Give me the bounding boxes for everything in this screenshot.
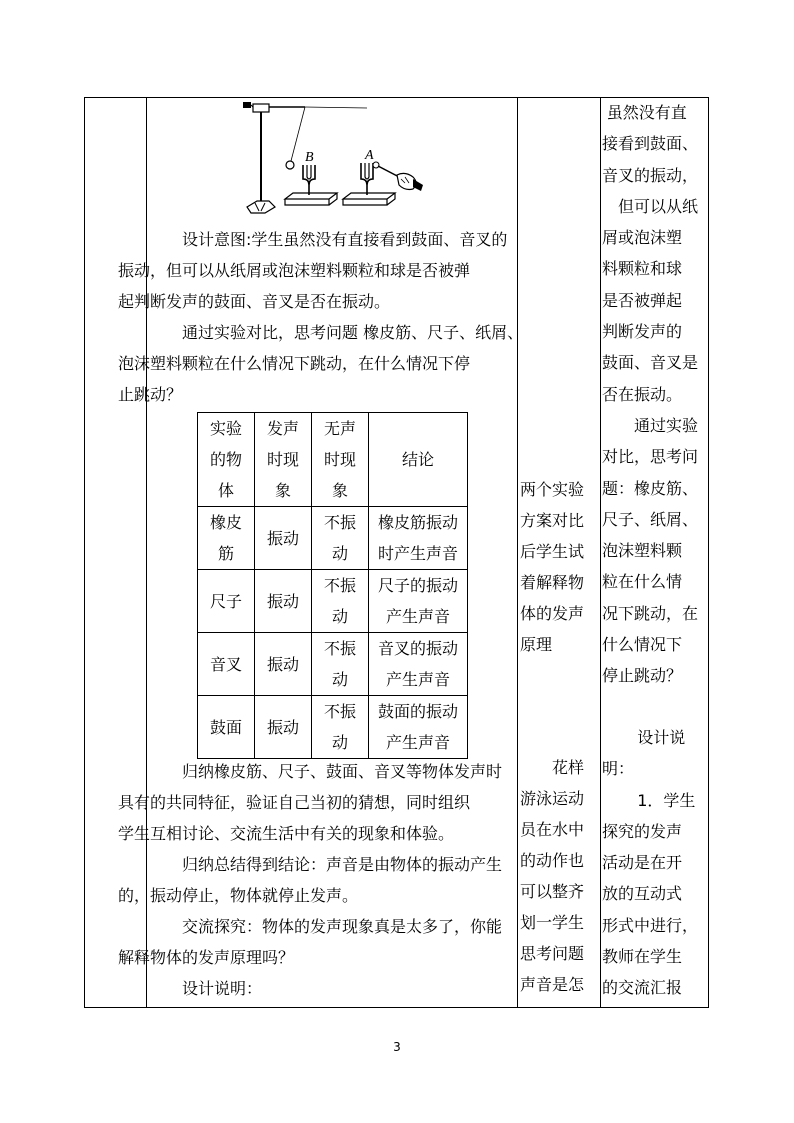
text-line: 可以整齐 [520,882,585,901]
text-line: 起判断发声的鼓面、音叉是否在振动。 [118,292,391,311]
table-header-row [198,413,468,507]
text-line: 思考问题 [520,944,585,963]
text-line: 虽然没有直 [606,103,687,122]
text-line: 声音是怎 [520,975,585,994]
text-line: 原理 [520,635,553,654]
label-b: B [305,150,314,165]
text-line: 活动是在开 [602,853,683,873]
text-line: 游泳运动 [520,789,585,808]
text-line: 明： [602,759,635,779]
text-line: 屑或泡沫塑 [602,228,683,248]
text-line: 对比，思考问 [602,447,699,467]
text-line: 振动，但可以从纸屑或泡沫塑料颗粒和球是否被弹 [118,261,471,280]
text-line: 尺子、纸屑、 [602,509,699,529]
text-line: 员在水中 [520,820,585,839]
text-line: 停止跳动？ [602,666,683,686]
text-line: 题：橡皮筋、 [602,478,699,498]
text-line: 具有的共同特征，验证自己当初的猜想，同时组织 [118,793,471,812]
student-activity-block-2 [520,752,598,1000]
text-line: 设计说明： [182,979,263,998]
text-line: 通过实验 [634,416,699,435]
text-line: 解释物体的发声原理吗？ [118,948,295,967]
text-line: 着解释物 [520,573,585,592]
paragraph-conclusion [118,849,513,911]
text-line: 划一学生 [520,913,585,932]
text-line: 泡沫塑料颗 [602,541,683,561]
cell-conclusion: 音叉的振动 产生声音 [369,633,468,696]
text-line: 但可以从纸 [618,196,699,216]
text-line: 的交流汇报 [602,978,683,998]
text-line: 粒在什么情 [602,572,683,592]
student-activity-block [520,474,598,660]
paragraph-exchange [118,911,513,973]
text-line: 判断发声的 [602,322,683,342]
text-line: 后学生试 [520,542,585,561]
text-line: 交流探究：物体的发声现象真是太多了，你能 [182,917,503,936]
text-line: 归纳橡皮筋、尺子、鼓面、音叉等物体发声时 [182,762,503,781]
text-line: 通过实验对比，思考问题 橡皮筋、尺子、纸屑、 [182,323,524,342]
cell-silent: 不振 动 [312,696,369,759]
design-intent-block [602,97,706,410]
text-line: 教师在学生 [602,947,683,967]
label-a: A [365,148,374,163]
cell-silent: 不振 动 [312,570,369,633]
header-object: 实验 的物 体 [198,413,255,507]
text-line: 1．学生 [637,790,696,810]
text-line: 归纳总结得到结论：声音是由物体的振动产生 [182,855,503,874]
cell-object: 音叉 [198,633,255,696]
cell-object: 橡皮 筋 [198,507,255,570]
cell-conclusion: 尺子的振动 产生声音 [369,570,468,633]
experiment-table [197,412,468,759]
text-line: 体的发声 [520,604,585,623]
text-line: 学生互相讨论、交流生活中有关的现象和体验。 [118,824,455,843]
text-line: 否在振动。 [602,384,683,404]
text-line: 止跳动？ [118,385,183,404]
table-row [198,633,468,696]
text-line: 设计说 [637,728,686,747]
text-line: 形式中进行， [602,915,699,935]
design-note-block [602,722,706,1004]
column-divider [517,97,518,1008]
paragraph-design-intent [118,224,513,317]
text-line: 鼓面、音叉是 [602,353,699,373]
text-line: 两个实验 [520,480,585,499]
page-number: 3 [393,1040,401,1054]
table-row [198,570,468,633]
cell-conclusion: 橡皮筋振动 时产生声音 [369,507,468,570]
paragraph-summary-features [118,756,513,849]
cell-silent: 不振 动 [312,507,369,570]
cell-silent: 不振 动 [312,633,369,696]
text-line: 花样 [552,758,585,777]
text-line: 设计意图:学生虽然没有直接看到鼓面、音叉的 [182,230,508,249]
paragraph-comparison [118,317,524,410]
text-line: 况下跳动，在 [602,603,699,623]
cell-object: 鼓面 [198,696,255,759]
header-silent: 无声 时现 象 [312,413,369,507]
text-line: 料颗粒和球 [602,259,683,279]
table-row [198,507,468,570]
text-line: 音叉的振动， [602,165,699,185]
text-line: 泡沫塑料颗粒在什么情况下跳动，在什么情况下停 [118,354,471,373]
paragraph-design-note [150,973,513,1004]
main-text-block-lower [118,756,513,1004]
column-divider [146,97,147,1008]
cell-object: 尺子 [198,570,255,633]
text-line: 的动作也 [520,851,585,870]
table-row [198,696,468,759]
text-line: 探究的发声 [602,821,683,841]
header-sound: 发声 时现 象 [255,413,312,507]
text-line: 接看到鼓面、 [602,134,699,154]
text-line: 什么情况下 [602,635,683,655]
text-line: 方案对比 [520,511,585,530]
comparison-note-block [602,410,706,692]
cell-sound: 振动 [255,633,312,696]
cell-sound: 振动 [255,570,312,633]
cell-sound: 振动 [255,696,312,759]
text-line: 的，振动停止，物体就停止发声。 [118,886,359,905]
experiment-illustration [237,99,432,219]
cell-sound: 振动 [255,507,312,570]
main-text-block [118,224,524,410]
cell-conclusion: 鼓面的振动 产生声音 [369,696,468,759]
header-conclusion: 结论 [369,413,468,507]
text-line: 是否被弹起 [602,290,683,310]
text-line: 放的互动式 [602,884,683,904]
column-divider [600,97,601,1008]
